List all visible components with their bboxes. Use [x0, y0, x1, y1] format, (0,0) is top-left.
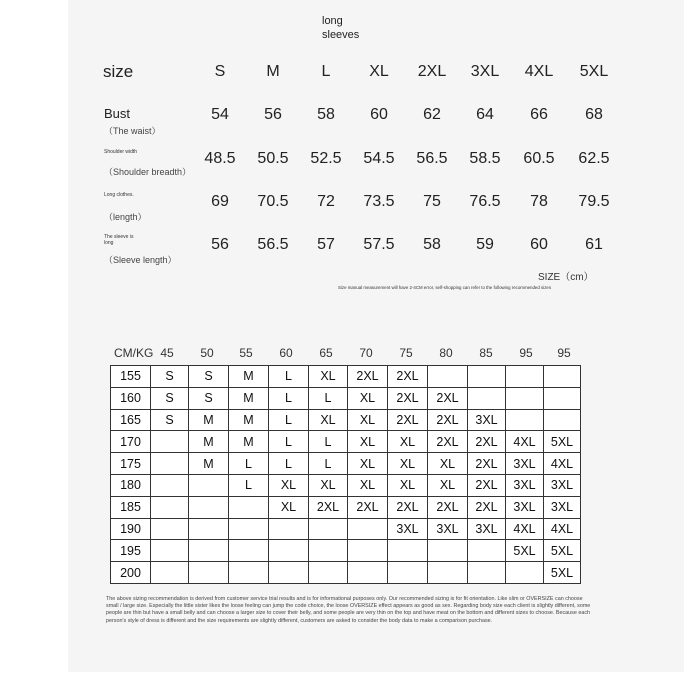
- recommended-size-cell: [151, 540, 189, 562]
- measurement-value: 79.5: [578, 193, 610, 210]
- recommended-size-cell: [468, 540, 506, 562]
- recommended-size-cell: L: [229, 453, 269, 475]
- recommended-size-cell: 5XL: [544, 540, 581, 562]
- recommended-size-cell: 2XL: [428, 409, 468, 431]
- row-label: Bust: [104, 106, 131, 121]
- measurement-value: 60: [370, 106, 388, 123]
- measurement-value: 60: [530, 236, 548, 253]
- row-tiny-label: Long clothes.: [104, 192, 134, 198]
- recommended-size-cell: [189, 496, 229, 518]
- recommended-size-cell: [428, 366, 468, 388]
- measurement-value: 76.5: [469, 193, 501, 210]
- measurement-value: 64: [476, 106, 494, 123]
- measurement-value: 54: [211, 106, 229, 123]
- recommended-size-cell: XL: [388, 453, 428, 475]
- recommended-size-cell: L: [269, 409, 309, 431]
- table-row: [111, 366, 581, 388]
- measurement-value: 57.5: [363, 236, 395, 253]
- recommended-size-cell: XL: [348, 474, 388, 496]
- recommended-size-cell: XL: [348, 387, 388, 409]
- recommended-size-cell: XL: [269, 496, 309, 518]
- recommended-size-cell: [189, 474, 229, 496]
- measurement-value: 56.5: [257, 236, 289, 253]
- size-header-m: M: [266, 63, 280, 80]
- recommended-size-cell: M: [229, 387, 269, 409]
- header-note: [322, 14, 359, 42]
- weight-header-cell: 85: [479, 346, 493, 360]
- row-tiny-label: Shoulder width: [104, 149, 138, 155]
- measurement-value: 68: [585, 106, 603, 123]
- recommended-size-cell: M: [189, 409, 229, 431]
- recommended-size-cell: [151, 496, 189, 518]
- table-row: [111, 518, 581, 540]
- size-header-2xl: 2XL: [417, 63, 447, 80]
- recommended-size-cell: S: [189, 387, 229, 409]
- height-cell: 180: [111, 474, 151, 496]
- height-cell: 200: [111, 562, 151, 584]
- recommended-size-cell: [468, 387, 506, 409]
- measurement-value: 56: [211, 236, 229, 253]
- measurement-value: 70.5: [257, 193, 289, 210]
- recommended-size-cell: [506, 562, 544, 584]
- recommended-size-cell: M: [229, 409, 269, 431]
- recommended-size-cell: 2XL: [388, 409, 428, 431]
- recommended-size-cell: L: [269, 431, 309, 453]
- recommended-size-cell: [544, 387, 581, 409]
- recommended-size-cell: [348, 562, 388, 584]
- recommended-size-cell: 2XL: [388, 366, 428, 388]
- weight-header-cell: 70: [359, 346, 373, 360]
- measurement-value: 50.5: [257, 150, 289, 167]
- table-row: [111, 562, 581, 584]
- unit-note: SIZE（cm）: [538, 272, 594, 283]
- recommended-size-cell: [229, 562, 269, 584]
- measurement-value: 78: [530, 193, 548, 210]
- recommended-size-cell: [229, 496, 269, 518]
- measurement-value: 75: [423, 193, 441, 210]
- recommended-size-cell: XL: [428, 453, 468, 475]
- recommended-size-cell: [544, 409, 581, 431]
- recommended-size-cell: L: [229, 474, 269, 496]
- height-cell: 195: [111, 540, 151, 562]
- recommended-size-cell: M: [229, 366, 269, 388]
- table-row: [111, 387, 581, 409]
- size-header-s: S: [214, 63, 226, 80]
- recommended-size-cell: 2XL: [428, 431, 468, 453]
- recommended-size-cell: 4XL: [506, 518, 544, 540]
- height-cell: 170: [111, 431, 151, 453]
- size-recommendation-table: [110, 365, 581, 584]
- weight-header-cell: 65: [319, 346, 333, 360]
- table-row: [111, 496, 581, 518]
- recommended-size-cell: [269, 540, 309, 562]
- recommended-size-cell: [189, 540, 229, 562]
- recommended-size-cell: [506, 409, 544, 431]
- height-cell: 190: [111, 518, 151, 540]
- recommended-size-cell: 3XL: [506, 496, 544, 518]
- recommended-size-cell: [189, 518, 229, 540]
- recommended-size-cell: L: [309, 431, 348, 453]
- recommended-size-cell: M: [229, 431, 269, 453]
- height-cell: 160: [111, 387, 151, 409]
- measurement-value: 58: [423, 236, 441, 253]
- recommended-size-cell: XL: [348, 409, 388, 431]
- recommended-size-cell: M: [189, 453, 229, 475]
- weight-header-cell: 95: [557, 346, 571, 360]
- recommended-size-cell: [151, 562, 189, 584]
- size-header-5xl: 5XL: [579, 63, 609, 80]
- recommended-size-cell: XL: [348, 431, 388, 453]
- header-note-line-1: long: [322, 15, 343, 27]
- measurement-value: 66: [530, 106, 548, 123]
- measurement-value: 62: [423, 106, 441, 123]
- recommended-size-cell: L: [309, 453, 348, 475]
- recommended-size-cell: 5XL: [506, 540, 544, 562]
- disclaimer-text: The above sizing recommendation is derived from customer service trial results and is for informational purposes only. Our recommended sizing is for fit orientation. Like slim or OVERSIZE can choose small / large size. Especially the little sister likes the loose feeling can jump the code choice, the loose OVERSIZE effect appears as good as sex. Regarding body size each client is slightly different, some people are thin but have a small belly and can choose a larger size to cover their belly, and some people are very thin on the top and have meat on the bottom and different sizes to choose. Because each person's style of dress is different and the size requirements are slightly different, customers are asked to consider the body data to make a comparison purchase.: [106, 596, 591, 624]
- row-sublabel: （length）: [104, 212, 147, 222]
- recommended-size-cell: [544, 366, 581, 388]
- weight-header-cell: 60: [279, 346, 293, 360]
- recommended-size-cell: 2XL: [348, 366, 388, 388]
- recommended-size-cell: [229, 518, 269, 540]
- recommended-size-cell: XL: [309, 366, 348, 388]
- recommended-size-cell: 3XL: [544, 496, 581, 518]
- measurement-value: 61: [585, 236, 603, 253]
- recommended-size-cell: [189, 562, 229, 584]
- size-header-l: L: [321, 63, 331, 80]
- recommended-size-cell: 4XL: [544, 518, 581, 540]
- measurement-value: 72: [317, 193, 335, 210]
- recommended-size-cell: 2XL: [428, 387, 468, 409]
- recommended-size-cell: [309, 540, 348, 562]
- recommended-size-cell: [388, 562, 428, 584]
- recommended-size-cell: [151, 453, 189, 475]
- recommended-size-cell: [151, 518, 189, 540]
- recommended-size-cell: [151, 431, 189, 453]
- height-cell: 175: [111, 453, 151, 475]
- recommended-size-cell: 2XL: [388, 496, 428, 518]
- measurement-value: 48.5: [204, 150, 236, 167]
- table-row: [111, 431, 581, 453]
- size-header-xl: XL: [369, 63, 389, 80]
- recommended-size-cell: S: [189, 366, 229, 388]
- height-cell: 165: [111, 409, 151, 431]
- recommended-size-cell: 2XL: [468, 453, 506, 475]
- recommended-size-cell: 3XL: [506, 453, 544, 475]
- recommended-size-cell: 2XL: [468, 431, 506, 453]
- recommended-size-cell: L: [269, 387, 309, 409]
- recommended-size-cell: S: [151, 366, 189, 388]
- measurement-value: 58.5: [469, 150, 501, 167]
- recommended-size-cell: S: [151, 409, 189, 431]
- weight-header-cell: 55: [239, 346, 253, 360]
- recommended-size-cell: [428, 562, 468, 584]
- recommended-size-cell: M: [189, 431, 229, 453]
- recommended-size-cell: [468, 366, 506, 388]
- weight-header-cell: 95: [519, 346, 533, 360]
- recommended-size-cell: S: [151, 387, 189, 409]
- table-row: [111, 540, 581, 562]
- recommended-size-cell: [309, 518, 348, 540]
- weight-header-cell: 50: [200, 346, 214, 360]
- cm-kg-label: CM/KG: [114, 346, 154, 360]
- recommended-size-cell: 2XL: [348, 496, 388, 518]
- recommended-size-cell: [506, 387, 544, 409]
- recommended-size-cell: 2XL: [388, 387, 428, 409]
- recommended-size-cell: L: [269, 453, 309, 475]
- measurement-value: 73.5: [363, 193, 395, 210]
- recommended-size-cell: [348, 540, 388, 562]
- measurement-error-note: Size manual measurement will have 2-4CM error, self-shopping can refer to the following recommended sizes: [338, 285, 552, 290]
- row-sublabel: （The waist）: [104, 126, 161, 136]
- recommended-size-cell: 5XL: [544, 562, 581, 584]
- size-header-3xl: 3XL: [470, 63, 500, 80]
- recommended-size-cell: XL: [348, 453, 388, 475]
- height-cell: 185: [111, 496, 151, 518]
- recommended-size-cell: 5XL: [544, 431, 581, 453]
- recommended-size-cell: 3XL: [428, 518, 468, 540]
- recommended-size-cell: 4XL: [506, 431, 544, 453]
- measurement-value: 59: [476, 236, 494, 253]
- recommended-size-cell: 3XL: [388, 518, 428, 540]
- recommended-size-cell: XL: [309, 474, 348, 496]
- measurement-value: 54.5: [363, 150, 395, 167]
- recommended-size-cell: [468, 562, 506, 584]
- measurement-value: 56.5: [416, 150, 448, 167]
- table-row: [111, 453, 581, 475]
- recommended-size-cell: XL: [269, 474, 309, 496]
- table-row: [111, 409, 581, 431]
- recommended-size-cell: 3XL: [544, 474, 581, 496]
- recommended-size-cell: L: [309, 387, 348, 409]
- recommended-size-cell: [151, 474, 189, 496]
- recommended-size-cell: 2XL: [468, 474, 506, 496]
- measurement-value: 57: [317, 236, 335, 253]
- recommended-size-cell: [388, 540, 428, 562]
- size-label: size: [103, 62, 134, 81]
- recommended-size-cell: 2XL: [428, 496, 468, 518]
- recommended-size-cell: 3XL: [506, 474, 544, 496]
- recommended-size-cell: [269, 518, 309, 540]
- measurement-value: 62.5: [578, 150, 610, 167]
- recommended-size-cell: 2XL: [309, 496, 348, 518]
- row-tiny-label: The sleeve is long: [104, 234, 134, 246]
- recommended-size-cell: [506, 366, 544, 388]
- measurement-value: 58: [317, 106, 335, 123]
- weight-header-cell: 75: [399, 346, 413, 360]
- height-cell: 155: [111, 366, 151, 388]
- recommended-size-cell: [348, 518, 388, 540]
- measurement-value: 69: [211, 193, 229, 210]
- recommended-size-cell: [309, 562, 348, 584]
- header-note-line-2: sleeves: [322, 29, 360, 41]
- recommended-size-cell: XL: [428, 474, 468, 496]
- recommended-size-cell: XL: [388, 474, 428, 496]
- row-sublabel: （Shoulder breadth）: [104, 167, 192, 177]
- recommended-size-cell: 4XL: [544, 453, 581, 475]
- recommended-size-cell: [269, 562, 309, 584]
- table-row: [111, 474, 581, 496]
- recommended-size-cell: 3XL: [468, 518, 506, 540]
- recommended-size-cell: [229, 540, 269, 562]
- recommended-size-cell: [428, 540, 468, 562]
- measurement-value: 60.5: [523, 150, 555, 167]
- measurement-value: 56: [264, 106, 282, 123]
- weight-header-cell: 45: [160, 346, 174, 360]
- recommended-size-cell: 3XL: [468, 409, 506, 431]
- recommended-size-cell: L: [269, 366, 309, 388]
- weight-header-cell: 80: [439, 346, 453, 360]
- recommended-size-cell: XL: [309, 409, 348, 431]
- row-sublabel: （Sleeve length）: [104, 255, 177, 265]
- recommended-size-cell: XL: [388, 431, 428, 453]
- size-header-4xl: 4XL: [524, 63, 554, 80]
- recommended-size-cell: 2XL: [468, 496, 506, 518]
- measurement-value: 52.5: [310, 150, 342, 167]
